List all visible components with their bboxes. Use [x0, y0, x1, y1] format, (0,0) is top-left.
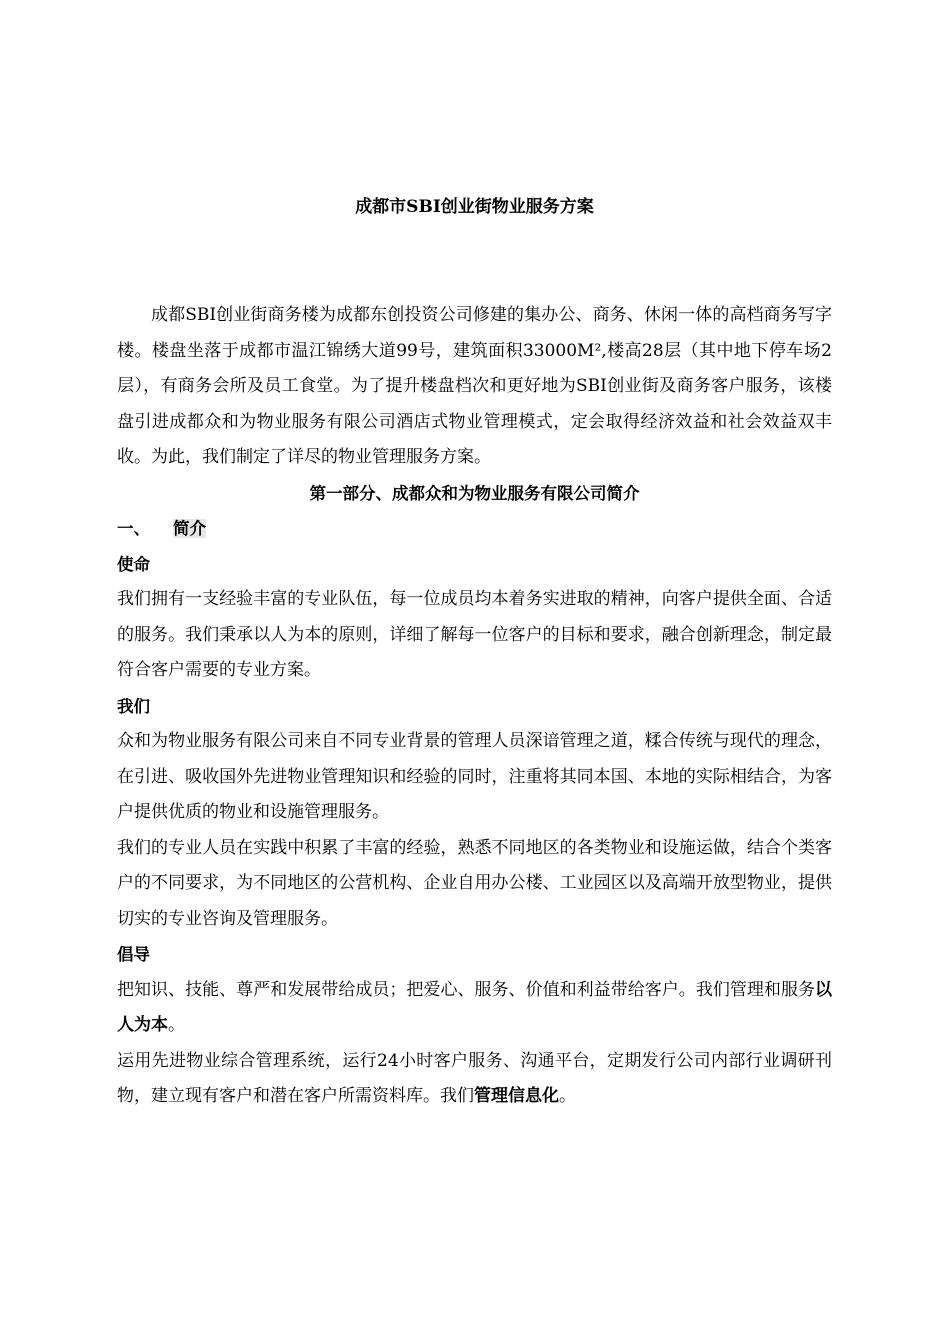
section-heading-intro	[117, 511, 832, 547]
advocate-text-2-pre: 运用先进物业综合管理系统，运行24小时客户服务、沟通平台，定期发行公司内部行业调研刊物，建立现有客户和潜在客户所需资料库。我们	[117, 1050, 832, 1106]
advocate-text-1-pre: 把知识、技能、尊严和发展带给成员；把爱心、服务、价值和利益带给客户。我们管理和服务	[117, 979, 815, 1000]
advocate-paragraph-2	[117, 1044, 832, 1115]
advocate-text-2-bold: 管理信息化	[474, 1086, 559, 1106]
intro-paragraph: 成都SBI创业街商务楼为成都东创投资公司修建的集办公、商务、休闲一体的高档商务写字楼。楼盘坐落于成都市温江锦绣大道99号，建筑面积33000M²,楼高28层（其中地下停车场2层），有商务会所及员工食堂。为了提升楼盘档次和更好地为SBI创业街及商务客户服务，该楼盘引进成都众和为物业服务有限公司酒店式物业管理模式，定会取得经济效益和社会效益双丰收。为此，我们制定了详尽的物业管理服务方案。	[117, 305, 832, 467]
advocate-text-1-post: 。	[168, 1015, 185, 1035]
advocate-paragraph-1	[117, 973, 832, 1044]
advocate-heading: 倡导	[117, 945, 150, 964]
us-heading: 我们	[117, 696, 150, 716]
mission-heading: 使命	[117, 554, 150, 574]
mission-paragraph: 我们拥有一支经验丰富的专业队伍，每一位成员均本着务实进取的精神，向客户提供全面、合适的服务。我们秉承以人为本的原则，详细了解每一位客户的目标和要求，融合创新理念，制定最符合客户需要的专业方案。	[117, 589, 832, 680]
us-paragraph-1: 众和为物业服务有限公司来自不同专业背景的管理人员深谙管理之道，糅合传统与现代的理念，在引进、吸收国外先进物业管理知识和经验的同时，注重将其同本国、本地的实际相结合，为客户提供优质的物业和设施管理服务。	[117, 731, 832, 822]
part-one-title: 第一部分、成都众和为物业服务有限公司简介	[309, 483, 640, 503]
section-label: 简介	[173, 519, 206, 538]
document-title: 成都市SBI创业街物业服务方案	[355, 197, 594, 217]
advocate-text-2-post: 。	[559, 1086, 576, 1106]
us-paragraph-2: 我们的专业人员在实践中积累了丰富的经验，熟悉不同地区的各类物业和设施运做，结合个类客户的不同要求，为不同地区的公营机构、企业自用办公楼、工业园区以及高端开放型物业，提供切实的专业咨询及管理服务。	[117, 837, 832, 929]
document-body	[117, 190, 832, 1115]
section-number: 一、	[117, 519, 150, 538]
advocate-text-1-bold: 以人为本	[117, 979, 832, 1035]
